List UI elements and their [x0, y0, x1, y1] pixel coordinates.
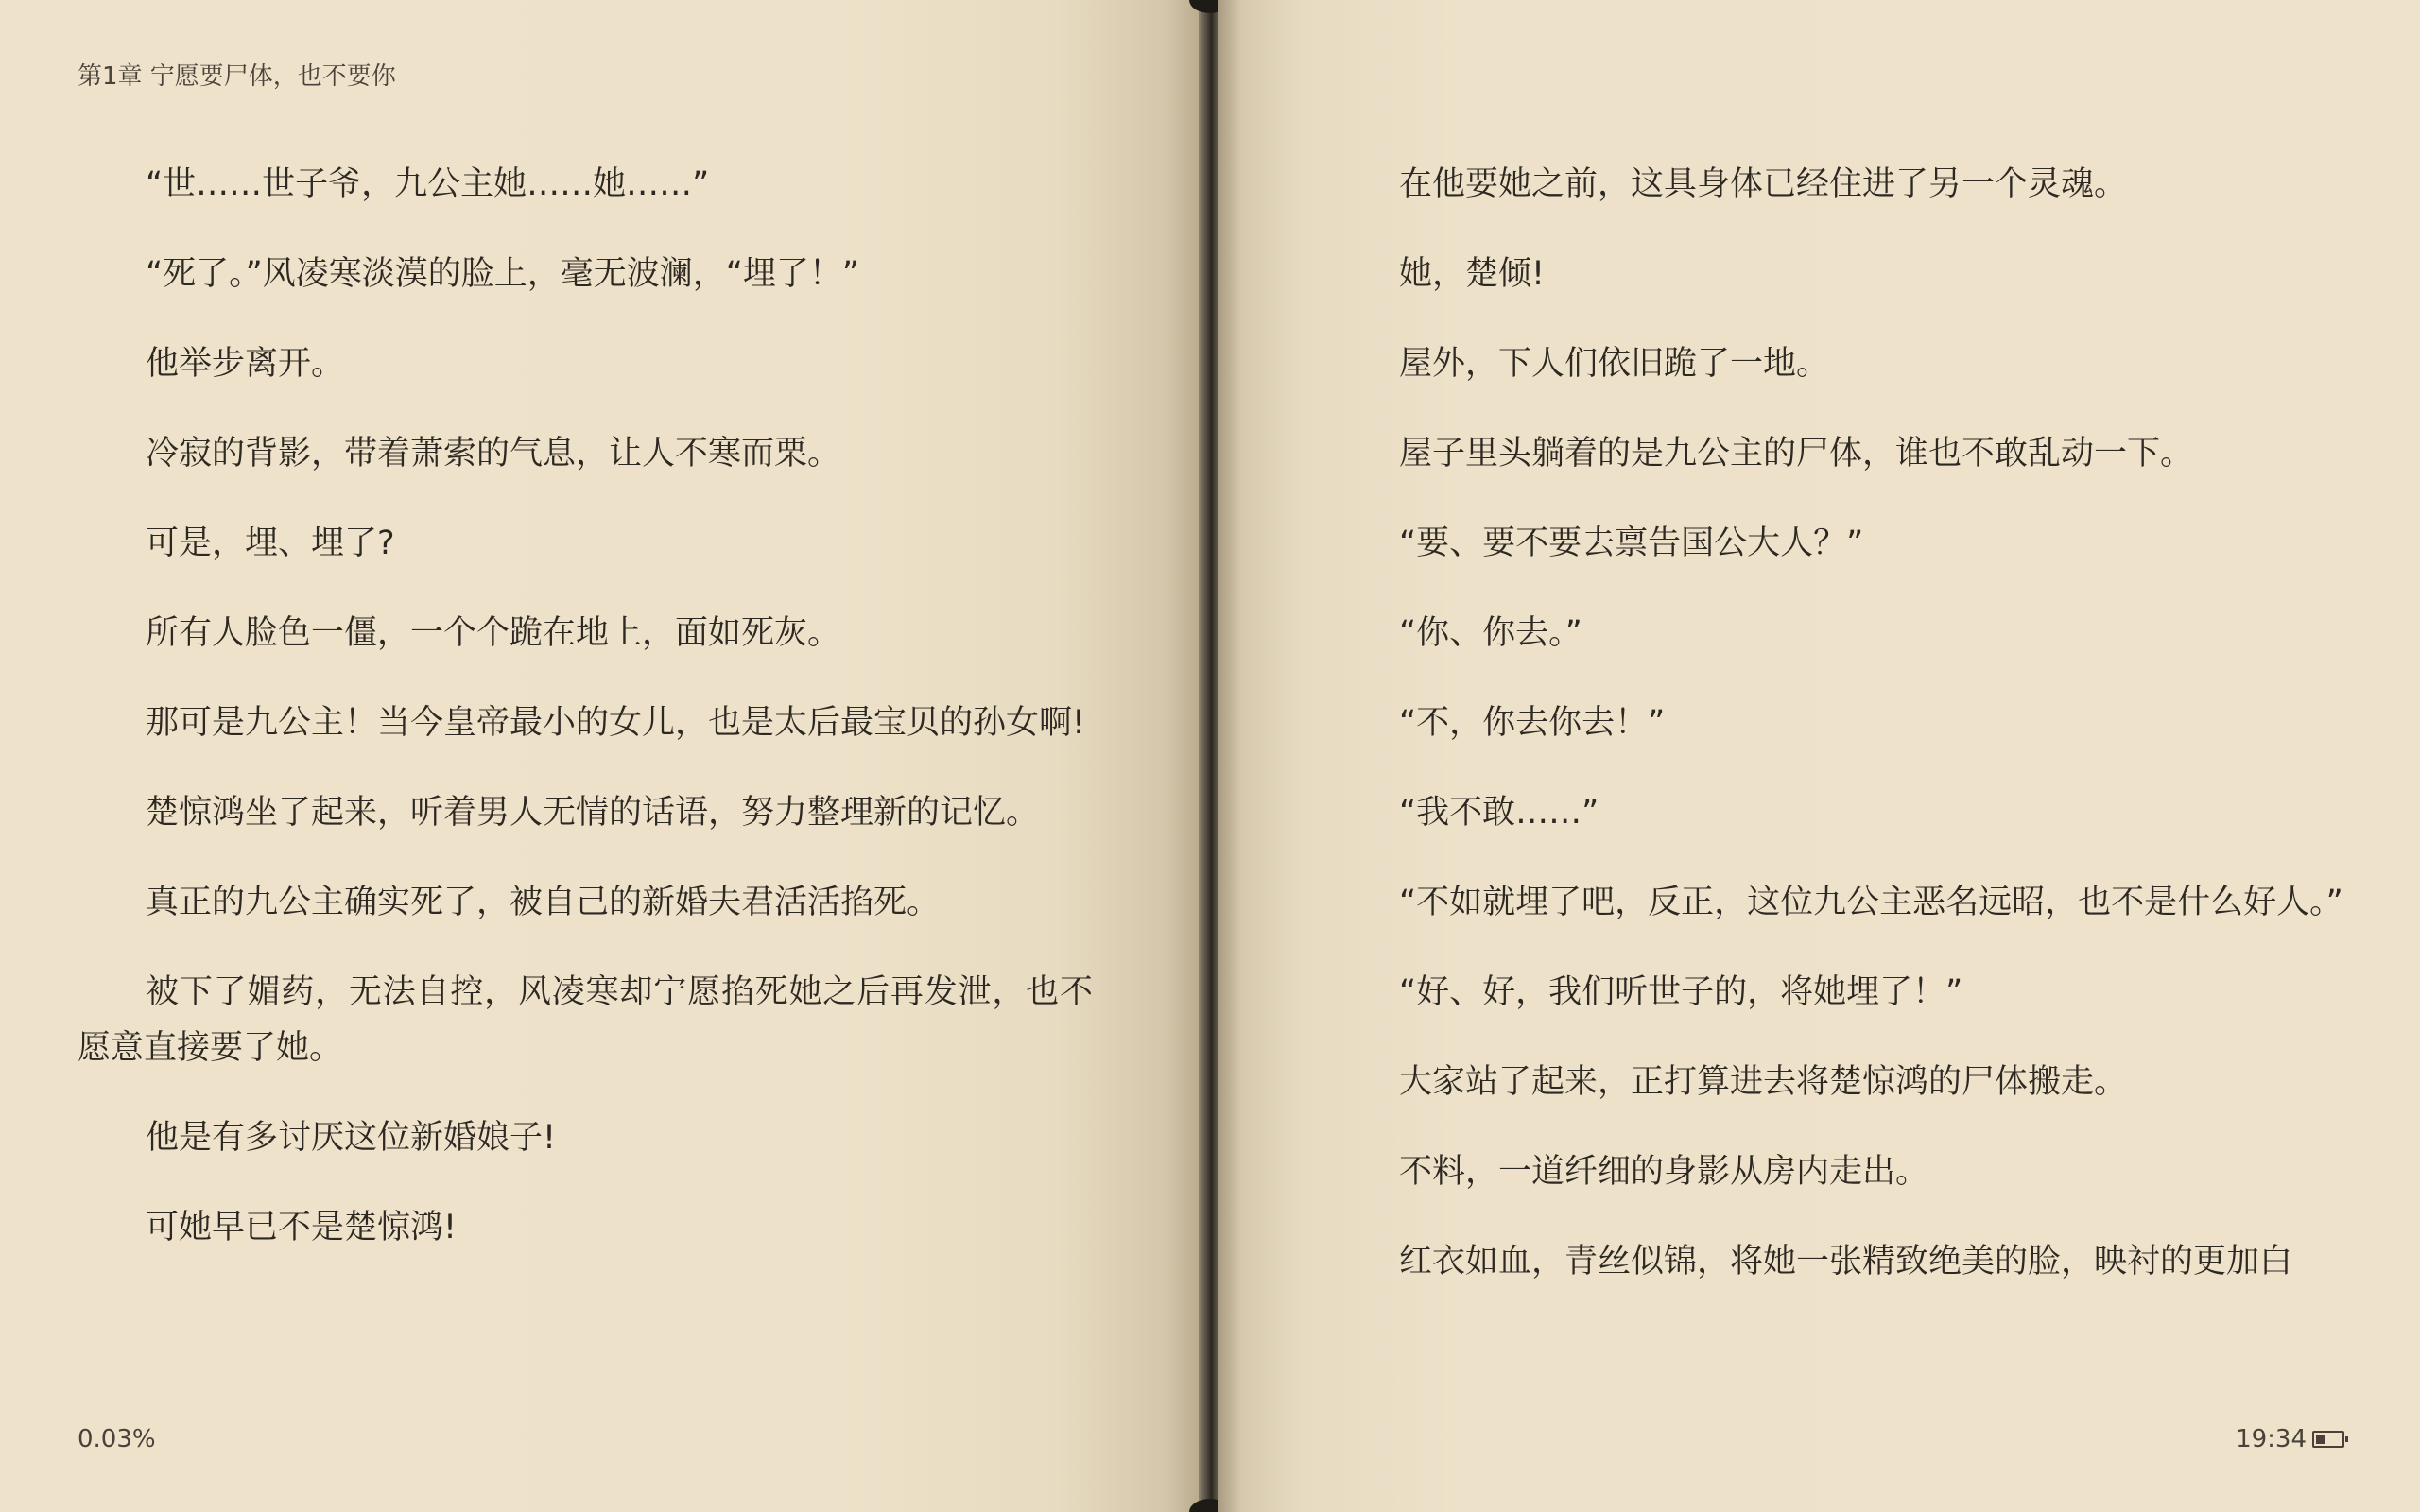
paragraph: 红衣如血，青丝似锦，将她一张精致绝美的脸，映衬的更加白	[1399, 1243, 2293, 1280]
chapter-title: 第1章 宁愿要尸体，也不要你	[78, 62, 396, 91]
battery-icon	[2312, 1431, 2344, 1448]
paragraph: “我不敢……”	[1399, 794, 1599, 832]
paragraph: 楚惊鸿坐了起来，听着男人无情的话语，努力整理新的记忆。	[146, 794, 1040, 832]
paragraph: “好、好，我们听世子的，将她埋了！”	[1399, 973, 1963, 1011]
paragraph: 可她早已不是楚惊鸿!	[146, 1209, 458, 1246]
paragraph: “死了。”风凌寒淡漠的脸上，毫无波澜，“埋了！”	[146, 255, 860, 293]
left-page[interactable]	[0, 0, 1202, 1512]
battery-level	[2316, 1435, 2325, 1444]
paragraph: 所有人脸色一僵，一个个跪在地上，面如死灰。	[146, 614, 841, 652]
paragraph: 他是有多讨厌这位新婚娘子!	[146, 1119, 557, 1157]
paragraph: “不，你去你去！”	[1399, 704, 1666, 742]
paragraph: 可是，埋、埋了?	[146, 524, 395, 562]
paragraph: “你、你去。”	[1399, 614, 1582, 652]
right-page[interactable]	[1218, 0, 2420, 1512]
right-page-text	[1331, 157, 2346, 1324]
paragraph: 不料，一道纤细的身影从房内走出。	[1399, 1153, 1929, 1191]
paragraph: 被下了媚药，无法自控，风凌寒却宁愿掐死她之后再发泄，也不愿意直接要了她。	[78, 973, 1093, 1067]
paragraph: 那可是九公主！当今皇帝最小的女儿，也是太后最宝贝的孙女啊!	[146, 704, 1086, 742]
clock: 19:34	[2236, 1425, 2307, 1453]
status-bar	[2236, 1425, 2344, 1453]
paragraph: 她，楚倾!	[1399, 255, 1546, 293]
paragraph: 屋外，下人们依旧跪了一地。	[1399, 345, 1830, 383]
reading-progress: 0.03%	[78, 1425, 156, 1453]
paragraph: “要、要不要去禀告国公大人？”	[1399, 524, 1864, 562]
paragraph: “不如就埋了吧，反正，这位九公主恶名远昭，也不是什么好人。”	[1399, 884, 2343, 921]
left-page-text	[78, 157, 1093, 1290]
paragraph: “世……世子爷，九公主她……她……”	[146, 165, 710, 203]
paragraph: 冷寂的背影，带着萧索的气息，让人不寒而栗。	[146, 435, 841, 472]
paragraph: 他举步离开。	[146, 345, 345, 383]
battery-tip	[2345, 1436, 2348, 1442]
paragraph: 在他要她之前，这具身体已经住进了另一个灵魂。	[1399, 165, 2128, 203]
paragraph: 屋子里头躺着的是九公主的尸体，谁也不敢乱动一下。	[1399, 435, 2194, 472]
paragraph: 真正的九公主确实死了，被自己的新婚夫君活活掐死。	[146, 884, 941, 921]
paragraph: 大家站了起来，正打算进去将楚惊鸿的尸体搬走。	[1399, 1063, 2128, 1101]
